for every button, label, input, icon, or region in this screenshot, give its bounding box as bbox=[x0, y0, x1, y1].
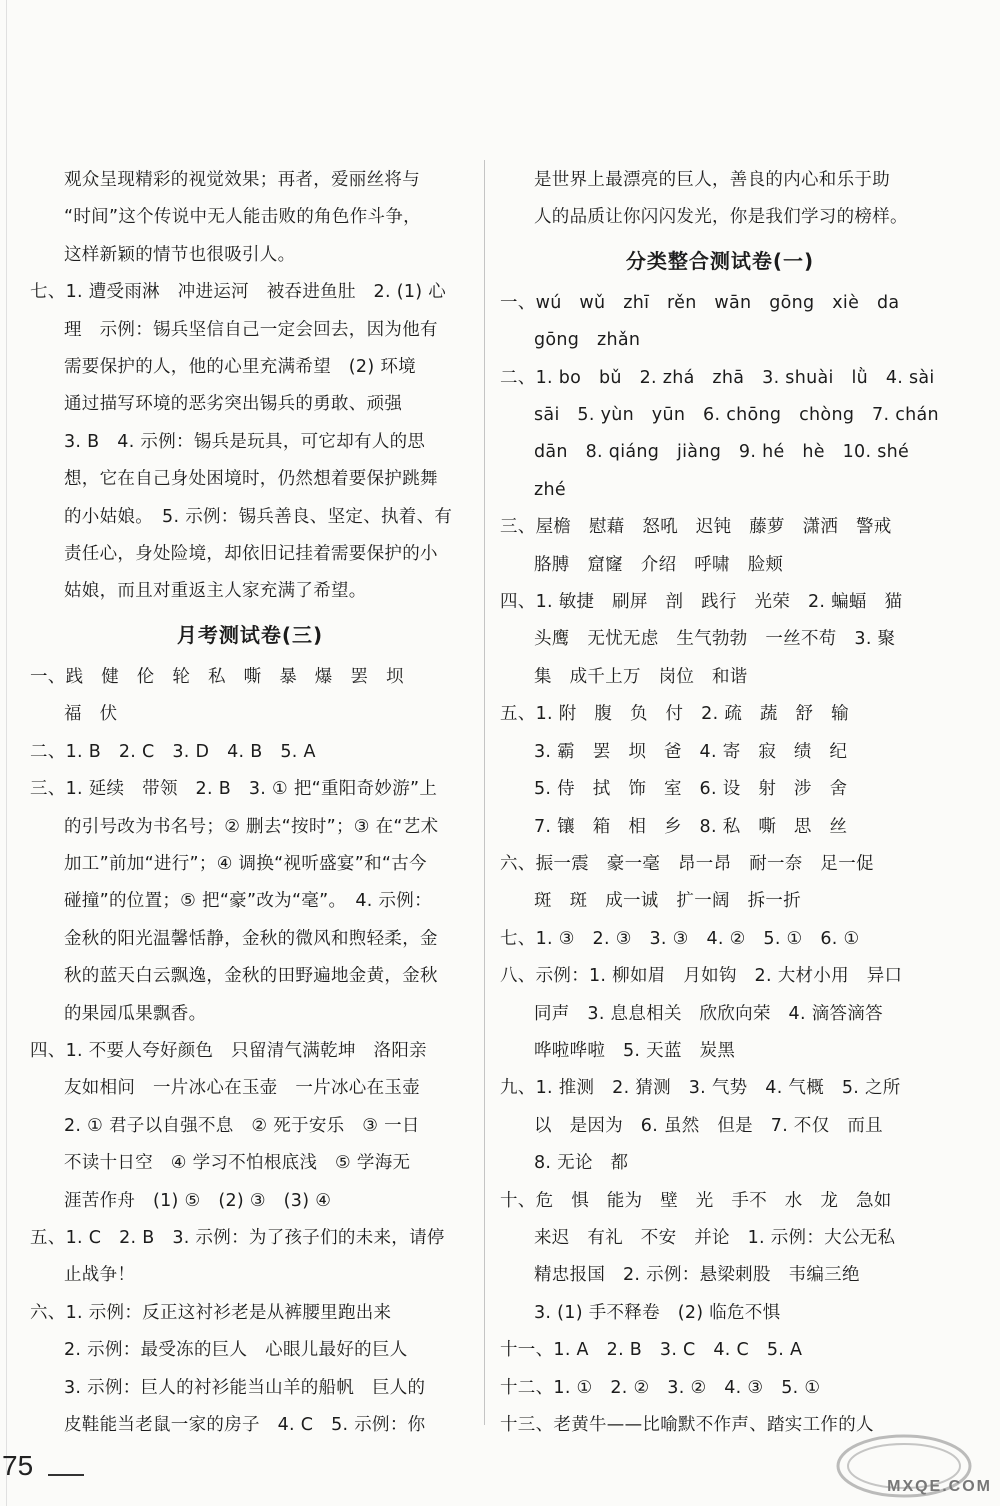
answer-line: 这样新颖的情节也很吸引人。 bbox=[64, 244, 296, 265]
section-title: 月考测试卷(三) bbox=[176, 622, 324, 647]
answer-line: 是世界上最漂亮的巨人，善良的内心和乐于助 bbox=[534, 170, 890, 190]
answer-line: 五、1. 附 腹 负 付 2. 疏 蔬 舒 输 bbox=[500, 704, 849, 725]
answer-line: 以 是因为 6. 虽然 但是 7. 不仅 而且 bbox=[534, 1115, 883, 1136]
answer-line: 十一、1. A 2. B 3. C 4. C 5. A bbox=[500, 1340, 803, 1361]
column-divider bbox=[484, 160, 485, 1425]
answer-line: 五、1. C 2. B 3. 示例：为了孩子们的未来，请停 bbox=[30, 1227, 445, 1248]
answer-line: 2. ① 君子以自强不息 ② 死于安乐 ③ 一日 bbox=[64, 1115, 420, 1136]
answer-line: 集 成千上万 岗位 和谐 bbox=[534, 666, 748, 687]
answer-line: 头鹰 无忧无虑 生气勃勃 一丝不苟 3. 聚 bbox=[534, 629, 896, 650]
answer-line: 八、示例：1. 柳如眉 月如钩 2. 大材小用 异口 bbox=[500, 966, 903, 987]
left-column bbox=[30, 162, 470, 1444]
answer-line: 哗啦哗啦 5. 天蓝 炭黑 bbox=[534, 1040, 736, 1061]
answer-line: 来迟 有礼 不安 并论 1. 示例：大公无私 bbox=[534, 1227, 896, 1248]
answer-line: 人的品质让你闪闪发光，你是我们学习的榜样。 bbox=[534, 207, 908, 228]
right-column bbox=[500, 162, 940, 1444]
watermark-text: MXQE.COM bbox=[887, 1478, 992, 1495]
answer-line: 2. 示例：最受冻的巨人 心眼儿最好的巨人 bbox=[64, 1340, 408, 1361]
answer-line: 精忠报国 2. 示例：悬梁刺股 韦编三绝 bbox=[534, 1265, 860, 1286]
answer-line: zhé bbox=[534, 479, 566, 500]
answer-line: 九、1. 推测 2. 猜测 3. 气势 4. 气概 5. 之所 bbox=[500, 1078, 901, 1099]
answer-line: 十、危 惧 能为 壁 光 手不 水 龙 急如 bbox=[500, 1190, 892, 1211]
answer-line: 想，它在自己身处困境时，仍然想着要保护跳舞 bbox=[64, 469, 438, 490]
answer-line: 涯苦作舟 (1) ⑤ (2) ③ (3) ④ bbox=[64, 1190, 332, 1211]
answer-line: sāi 5. yùn yūn 6. chōng chòng 7. chán bbox=[534, 405, 939, 426]
answer-line: 一、wú wǔ zhī rěn wān gōng xiè da bbox=[500, 292, 900, 313]
answer-line: 加工”前加“进行”；④ 调换“视听盛宴”和“古今 bbox=[64, 853, 427, 874]
answer-line: 3. (1) 手不释卷 (2) 临危不惧 bbox=[534, 1302, 781, 1323]
answer-line: 观众呈现精彩的视觉效果；再者，爱丽丝将与 bbox=[64, 170, 420, 190]
answer-line: 同声 3. 息息相关 欣欣向荣 4. 滴答滴答 bbox=[534, 1003, 883, 1024]
answer-line: 不读十日空 ④ 学习不怕根底浅 ⑤ 学海无 bbox=[64, 1153, 411, 1174]
answer-line: 8. 无论 都 bbox=[534, 1153, 629, 1174]
answer-line: 3. 霸 罢 坝 爸 4. 寄 寂 绩 纪 bbox=[534, 741, 848, 762]
answer-line: 的小姑娘。 5. 示例：锡兵善良、坚定、执着、有 bbox=[64, 506, 453, 527]
answer-line: 需要保护的人，他的心里充满希望 (2) 环境 bbox=[64, 357, 416, 378]
answer-line: 斑 斑 成一诚 扩一阔 拆一折 bbox=[534, 891, 801, 912]
answer-line: 十三、老黄牛——比喻默不作声、踏实工作的人 bbox=[500, 1415, 874, 1435]
answer-line: 的果园瓜果飘香。 bbox=[64, 1003, 207, 1024]
answer-line: 福 伏 bbox=[64, 704, 118, 725]
answer-line: 三、1. 延续 带领 2. B 3. ① 把“重阳奇妙游”上 bbox=[30, 779, 438, 800]
answer-line: 四、1. 敏捷 刷屏 剖 践行 光荣 2. 蝙蝠 猫 bbox=[500, 592, 903, 613]
answer-line: 一、践 健 伦 轮 私 嘶 暴 爆 罢 坝 bbox=[30, 666, 404, 687]
answer-line: 四、1. 不要人夸好颜色 只留清气满乾坤 洛阳亲 bbox=[30, 1040, 427, 1061]
answer-line: 3. B 4. 示例：锡兵是玩具，可它却有人的思 bbox=[64, 431, 426, 452]
answer-line: 六、振一震 豪一毫 昂一昂 耐一奈 足一促 bbox=[500, 853, 874, 874]
page-edge bbox=[6, 0, 7, 1506]
answer-line: gōng zhǎn bbox=[534, 330, 641, 351]
answer-line: 7. 镶 箱 相 乡 8. 私 嘶 思 丝 bbox=[534, 816, 848, 837]
answer-line: 七、1. 遭受雨淋 冲进运河 被吞进鱼肚 2. (1) 心 bbox=[30, 282, 447, 303]
section-title: 分类整合测试卷(一) bbox=[625, 248, 815, 273]
answer-line: 碰撞”的位置；⑤ 把“豪”改为“毫”。 4. 示例： bbox=[64, 891, 432, 912]
answer-line: “时间”这个传说中无人能击败的角色作斗争， bbox=[64, 207, 421, 228]
answer-line: 十二、1. ① 2. ② 3. ② 4. ③ 5. ① bbox=[500, 1377, 821, 1398]
answer-line: 理 示例：锡兵坚信自己一定会回去，因为他有 bbox=[64, 319, 438, 340]
answer-line: dān 8. qiáng jiàng 9. hé hè 10. shé bbox=[534, 442, 910, 463]
page-number-dash bbox=[48, 1474, 84, 1476]
answer-line: 止战争！ bbox=[64, 1265, 136, 1286]
answer-line: 三、屋檐 慰藉 怒吼 迟钝 藤萝 潇洒 警戒 bbox=[500, 517, 892, 538]
answer-line: 友如相问 一片冰心在玉壶 一片冰心在玉壶 bbox=[64, 1078, 420, 1099]
answer-line: 5. 侍 拭 饰 室 6. 设 射 涉 舍 bbox=[534, 779, 848, 800]
answer-line: 二、1. B 2. C 3. D 4. B 5. A bbox=[30, 741, 316, 762]
answer-line: 的引号改为书名号；② 删去“按时”；③ 在“艺术 bbox=[64, 816, 439, 837]
answer-line: 姑娘，而且对重返主人家充满了希望。 bbox=[64, 581, 367, 602]
answer-line: 通过描写环境的恶劣突出锡兵的勇敢、顽强 bbox=[64, 394, 403, 415]
page-number: 75 bbox=[2, 1450, 34, 1481]
answer-line: 责任心，身处险境，却依旧记挂着需要保护的小 bbox=[64, 544, 438, 565]
answer-line: 七、1. ③ 2. ③ 3. ③ 4. ② 5. ① 6. ① bbox=[500, 928, 860, 949]
answer-line: 皮鞋能当老鼠一家的房子 4. C 5. 示例：你 bbox=[64, 1415, 426, 1435]
answer-line: 六、1. 示例：反正这衬衫老是从裤腰里跑出来 bbox=[30, 1302, 392, 1323]
answer-line: 3. 示例：巨人的衬衫能当山羊的船帆 巨人的 bbox=[64, 1377, 426, 1398]
answer-line: 金秋的阳光温馨恬静，金秋的微风和煦轻柔，金 bbox=[64, 928, 438, 949]
answer-line: 秋的蓝天白云飘逸，金秋的田野遍地金黄，金秋 bbox=[64, 966, 438, 987]
answer-line: 胳膊 窟窿 介绍 呼啸 脸颊 bbox=[534, 554, 784, 575]
answer-line: 二、1. bo bǔ 2. zhá zhā 3. shuài lǜ 4. sài bbox=[500, 367, 935, 388]
